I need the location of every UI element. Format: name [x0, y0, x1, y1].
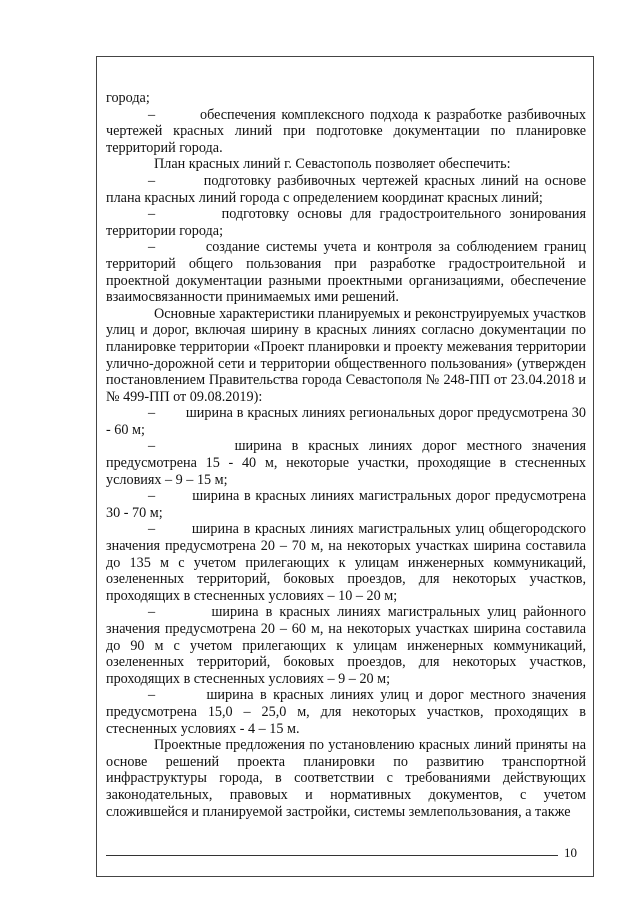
document-body: [106, 90, 586, 820]
paragraph-continuation: города;: [106, 90, 150, 106]
bullet-item: – ширина в красных линиях магистральных улиц общегородского значения предусмотрена 20 – 70 м, на некоторых участках ширина составила до 135 м с учетом прилегающих к улицам инженерных коммуникаций, озелененных территорий, боковых проездов, для некоторых участков, проходящих в стесненных условиях – 10 – 20 м;: [106, 521, 586, 604]
bullet-item: – ширина в красных линиях магистральных улиц районного значения предусмотрена 20 – 60 м, на некоторых участках ширина составила до 90 м с учетом прилегающих к улицам инженерных коммуникаций, озелененных территорий, боковых проездов, для некоторых участков, проходящих в стесненных условиях – 9 – 20 м;: [106, 604, 586, 687]
bullet-item: – ширина в красных линиях магистральных дорог предусмотрена 30 - 70 м;: [106, 488, 586, 521]
bullet-item: – создание системы учета и контроля за соблюдением границ территорий общего пользования при разработке градостроительной и проектной документации разными проектными организациями, обеспечение взаимосвязанности принимаемых ими решений.: [106, 239, 586, 306]
paragraph: План красных линий г. Севастополь позволяет обеспечить:: [154, 156, 511, 173]
footer-rule: [106, 855, 558, 856]
bullet-item: – подготовку основы для градостроительного зонирования территории города;: [106, 206, 586, 239]
page-number: 10: [564, 845, 577, 860]
paragraph: Основные характеристики планируемых и реконструируемых участков улиц и дорог, включая ширину в красных линиях согласно документации по планировке территории «Проект планировки и проекту межевания территории улично-дорожной сети и территории общественного пользования» (утвержден постановлением Правительства города Севастополя № 248-ПП от 23.04.2018 и № 499-ПП от 09.08.2019):: [106, 305, 586, 405]
bullet-item: – подготовку разбивочных чертежей красных линий на основе плана красных линий города с определением координат красных линий;: [106, 172, 586, 206]
bullet-item: – ширина в красных линиях дорог местного значения предусмотрена 15 - 40 м, некоторые участки, проходящие в стесненных условиях – 9 – 15 м;: [106, 438, 586, 488]
bullet-item: – ширина в красных линиях улиц и дорог местного значения предусмотрена 15,0 – 25,0 м, для некоторых участков, проходящих в стесненных условиях - 4 – 15 м.: [106, 687, 586, 737]
paragraph: Проектные предложения по установлению красных линий приняты на основе решений проекта планировки по развитию транспортной инфраструктуры города, в соответствии с требованиями действующих законодательных, правовых и нормативных документов, с учетом сложившейся и планируемой застройки, системы землепользования, а также: [106, 737, 586, 820]
bullet-item: – обеспечения комплексного подхода к разработке разбивочных чертежей красных линий при подготовке документации по планировке территорий города.: [106, 106, 586, 156]
bullet-item: – ширина в красных линиях региональных дорог предусмотрена 30 - 60 м;: [106, 405, 586, 438]
